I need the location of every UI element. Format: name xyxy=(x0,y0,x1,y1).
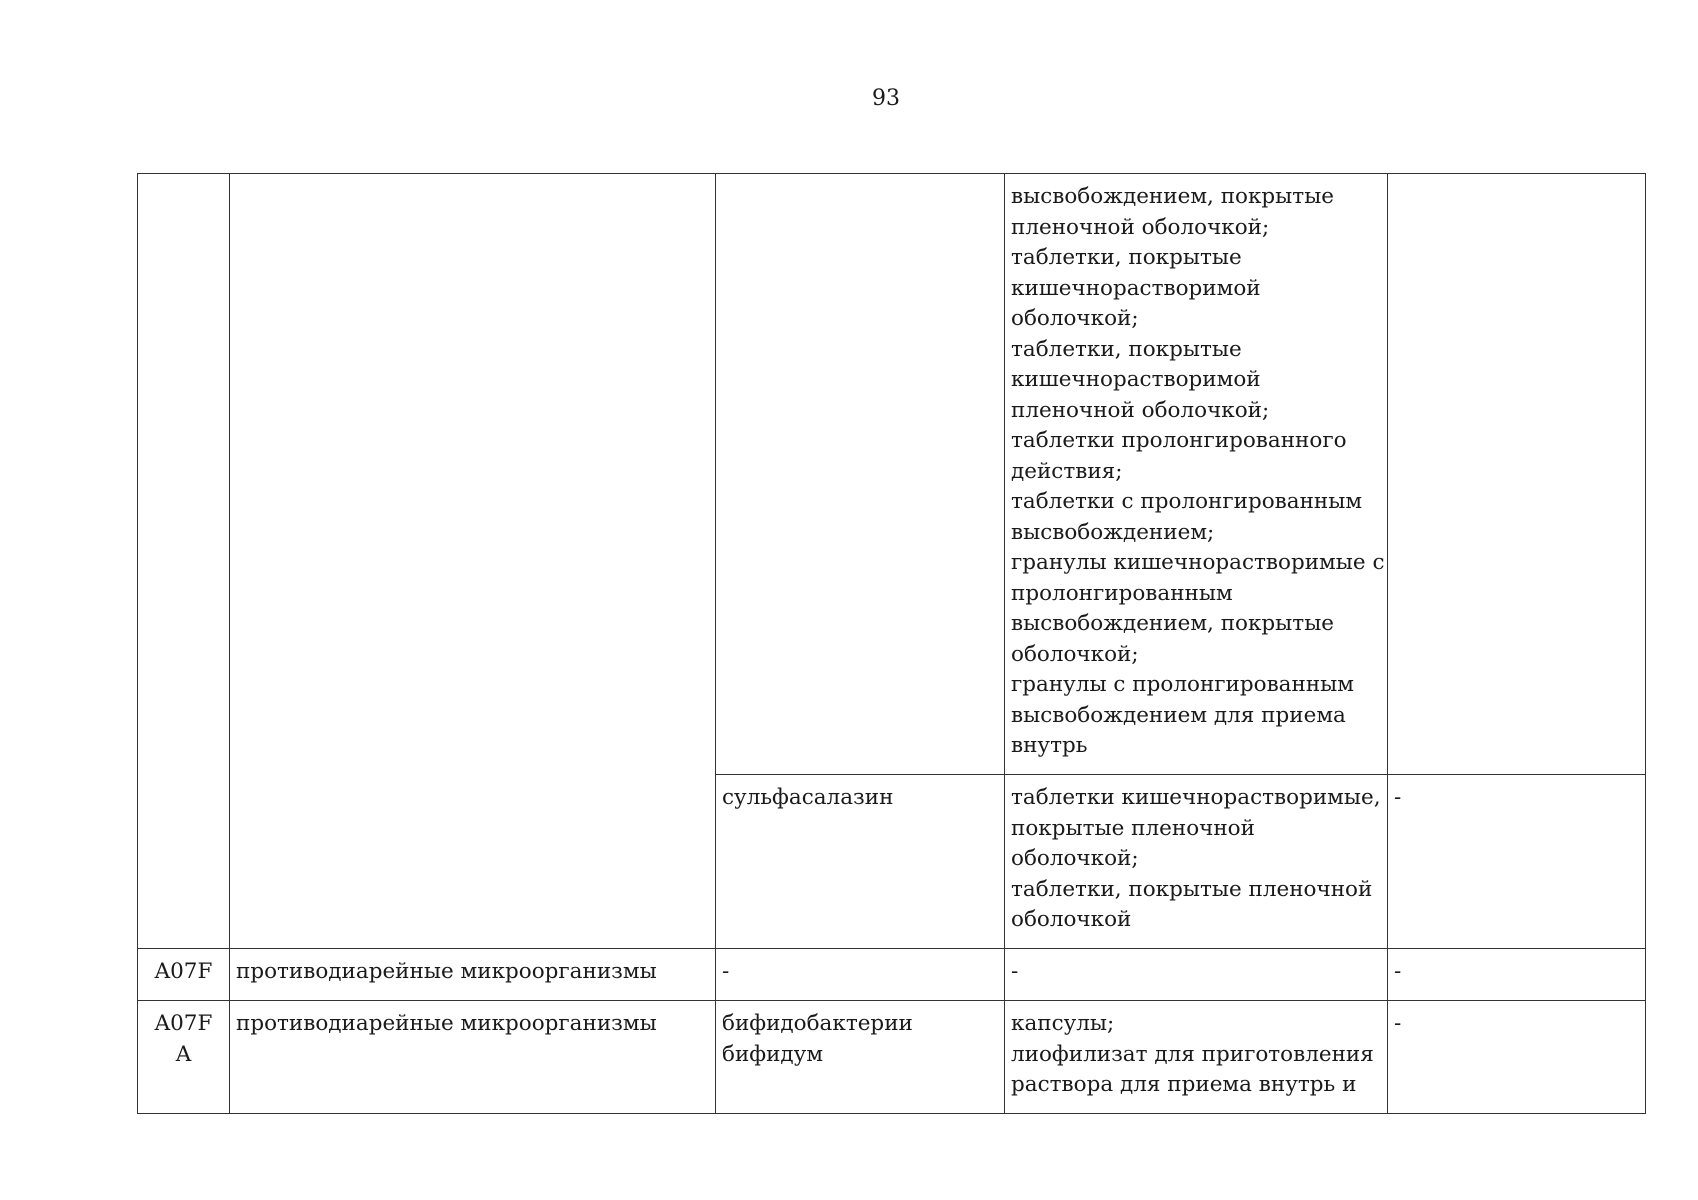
drug-name-cell: - xyxy=(716,949,1005,1001)
page-number: 93 xyxy=(872,86,900,111)
dosage-form-line: оболочкой; xyxy=(1011,846,1139,871)
dosage-form-line: таблетки с пролонгированным xyxy=(1011,489,1363,514)
dosage-form-line: гранулы кишечнорастворимые с xyxy=(1011,550,1385,575)
drug-name-cell: сульфасалазин xyxy=(716,775,1005,949)
dosage-form-line: оболочкой xyxy=(1011,907,1132,932)
atc-code-cell: A07F xyxy=(138,949,230,1001)
table-row xyxy=(138,949,1646,1001)
dosage-forms-cell: - xyxy=(1005,949,1388,1001)
dosage-form-line: пленочной оболочкой; xyxy=(1011,397,1270,423)
dosage-form-line: кишечнорастворимой xyxy=(1011,275,1261,301)
dosage-form-line: капсулы; xyxy=(1011,1011,1115,1036)
anatomical-group-cell xyxy=(230,174,716,949)
drug-name-cell xyxy=(716,1001,1005,1114)
dosage-forms-cell xyxy=(1005,174,1388,775)
dosage-form-line: пленочной оболочкой; xyxy=(1011,214,1270,240)
dosage-form-line: высвобождением; xyxy=(1011,519,1215,545)
dosage-form-line: гранулы с пролонгированным xyxy=(1011,672,1354,697)
dosage-form-line: высвобождением, покрытые xyxy=(1011,611,1335,636)
drug-name-cell xyxy=(716,174,1005,775)
dosage-form-line: высвобождением для приема xyxy=(1011,702,1346,728)
dosage-form-line: внутрь xyxy=(1011,733,1088,758)
dosage-form-line: высвобождением, покрытые xyxy=(1011,184,1335,209)
drug-table xyxy=(137,173,1646,1114)
dosage-form-line: таблетки, покрытые пленочной xyxy=(1011,876,1373,902)
dosage-form-line: пролонгированным xyxy=(1011,580,1233,606)
dosage-form-line: оболочкой; xyxy=(1011,641,1139,667)
dosage-form-line: таблетки, покрытые xyxy=(1011,336,1242,362)
atc-code-cell xyxy=(138,174,230,949)
drug-name-line: бифидум xyxy=(722,1041,824,1067)
dosage-forms-cell xyxy=(1005,1001,1388,1114)
note-cell: - xyxy=(1388,775,1646,949)
atc-code-line: A xyxy=(175,1041,192,1067)
dosage-form-line: таблетки кишечнорастворимые, xyxy=(1011,785,1381,810)
dosage-form-line: покрытые пленочной xyxy=(1011,815,1255,841)
dosage-forms-cell xyxy=(1005,775,1388,949)
dosage-form-line: таблетки, покрытые xyxy=(1011,245,1242,270)
note-cell: - xyxy=(1388,949,1646,1001)
drug-name-line: бифидобактерии xyxy=(722,1011,913,1036)
note-cell xyxy=(1388,174,1646,775)
dosage-form-line: раствора для приема внутрь и xyxy=(1011,1072,1357,1097)
anatomical-group-cell: противодиарейные микроорганизмы xyxy=(230,949,716,1001)
dosage-form-line: лиофилизат для приготовления xyxy=(1011,1041,1374,1067)
table-row xyxy=(138,1001,1646,1114)
dosage-form-line: таблетки пролонгированного xyxy=(1011,428,1347,453)
anatomical-group-cell: противодиарейные микроорганизмы xyxy=(230,1001,716,1114)
dosage-form-line: действия; xyxy=(1011,458,1123,484)
table-row xyxy=(138,174,1646,775)
atc-code-cell xyxy=(138,1001,230,1114)
note-cell: - xyxy=(1388,1001,1646,1114)
atc-code-line: A07F xyxy=(154,1011,213,1036)
dosage-form-line: кишечнорастворимой xyxy=(1011,367,1261,392)
dosage-form-line: оболочкой; xyxy=(1011,306,1139,331)
